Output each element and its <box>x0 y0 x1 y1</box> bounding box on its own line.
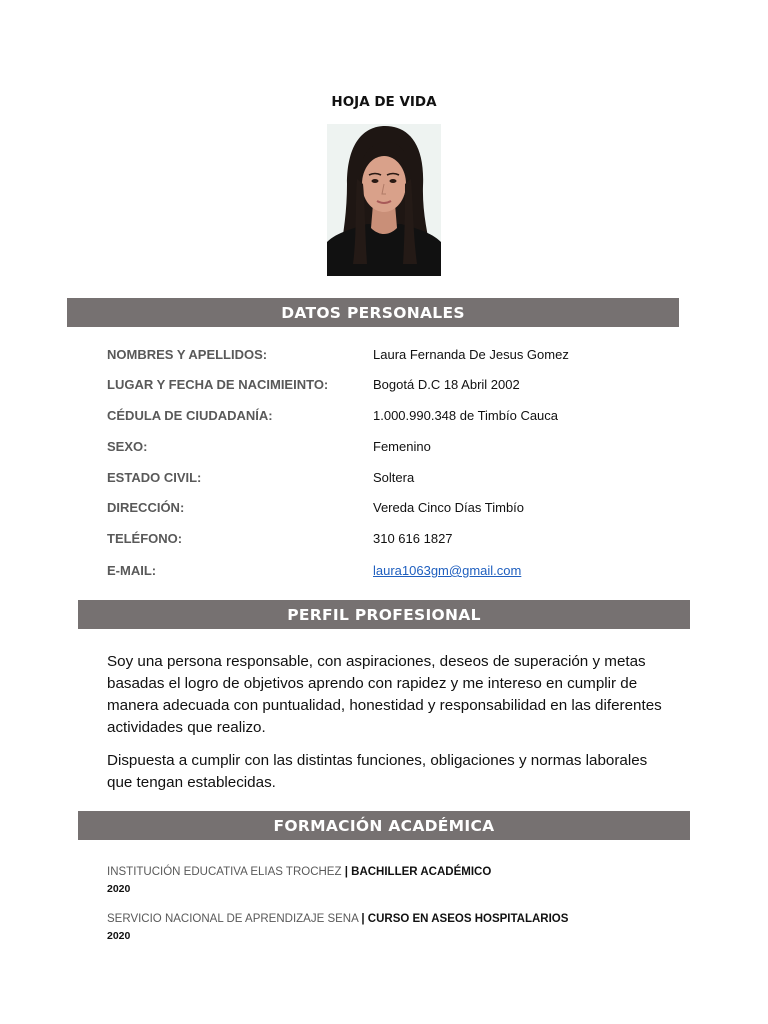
field-label: LUGAR Y FECHA DE NACIMIEINTO: <box>107 377 329 392</box>
personal-row-sex <box>107 439 707 459</box>
email-link[interactable]: laura1063gm@gmail.com <box>373 563 522 578</box>
personal-row-birth <box>107 377 707 397</box>
field-value: 1.000.990.348 de Timbío Cauca <box>373 408 559 423</box>
field-value: 310 616 1827 <box>373 531 453 546</box>
field-value: Laura Fernanda De Jesus Gomez <box>373 347 569 362</box>
profile-paragraph-2: Dispuesta a cumplir con las distintas funciones, obligaciones y normas laborales que tengan establecidas. <box>107 752 648 791</box>
education-year: 2020 <box>107 883 131 895</box>
profile-photo <box>327 124 441 276</box>
field-value: Bogotá D.C 18 Abril 2002 <box>373 377 520 392</box>
field-value: Femenino <box>373 439 431 454</box>
education-separator: | <box>344 866 348 878</box>
profile-text <box>107 651 667 805</box>
personal-row-civil-status <box>107 470 707 490</box>
field-label: TELÉFONO: <box>107 531 183 546</box>
personal-row-id <box>107 408 707 428</box>
section-header-personal: DATOS PERSONALES <box>67 298 679 327</box>
education-degree: BACHILLER ACADÉMICO <box>351 866 492 878</box>
field-value: Soltera <box>373 470 415 485</box>
field-label: SEXO: <box>107 439 148 454</box>
field-label: CÉDULA DE CIUDADANÍA: <box>107 408 273 423</box>
personal-row-email <box>107 563 707 583</box>
field-label: ESTADO CIVIL: <box>107 470 202 485</box>
education-degree: CURSO EN ASEOS HOSPITALARIOS <box>367 913 569 925</box>
field-value: Vereda Cinco Días Timbío <box>373 500 525 515</box>
personal-row-address <box>107 500 707 520</box>
education-separator: | <box>361 913 365 925</box>
field-label: DIRECCIÓN: <box>107 500 185 515</box>
personal-row-phone <box>107 531 707 551</box>
personal-row-name <box>107 347 707 367</box>
person-photo-illustration <box>327 124 441 276</box>
education-institution: INSTITUCIÓN EDUCATIVA ELIAS TROCHEZ <box>107 866 342 878</box>
field-label: NOMBRES Y APELLIDOS: <box>107 347 268 362</box>
document-title: HOJA DE VIDA <box>331 94 437 110</box>
education-entry-1 <box>107 866 491 895</box>
education-institution: SERVICIO NACIONAL DE APRENDIZAJE SENA <box>107 913 359 925</box>
education-entry-2 <box>107 913 568 942</box>
education-year: 2020 <box>107 930 131 942</box>
section-header-education: FORMACIÓN ACADÉMICA <box>78 811 690 840</box>
profile-paragraph-1: Soy una persona responsable, con aspiraciones, deseos de superación y metas basadas el logro de objetivos aprendo con rapidez y me intereso en cumplir de manera adecuada con puntualidad, honestidad y responsabilidad en las diferentes actividades que realizo. <box>107 653 662 736</box>
section-header-profile: PERFIL PROFESIONAL <box>78 600 690 629</box>
field-label: E-MAIL: <box>107 563 157 578</box>
